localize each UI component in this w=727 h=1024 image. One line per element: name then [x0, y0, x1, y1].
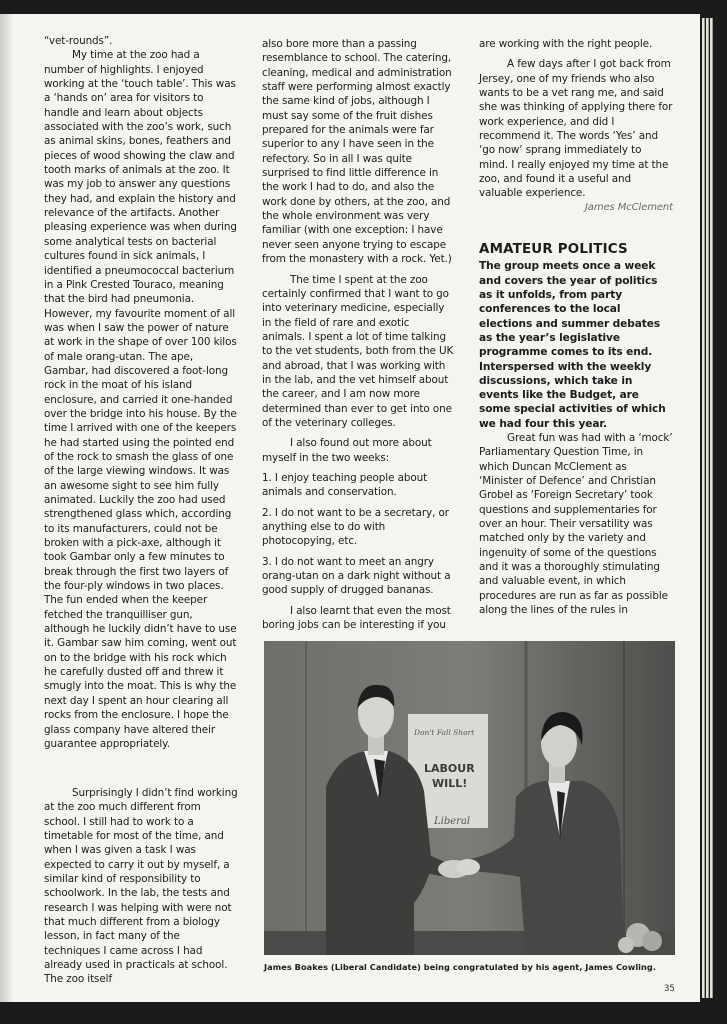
paragraph: A few days after I got back from Jersey, one of my friends who also wants to be a vet rang me, and said she was thinking of applying there for work experience, and did I recommend it. The words ‘Yes’ and ‘go now’ sprang immediately to mind. I really enjoyed my time at the zoo, and found it a useful and valuable experience.	[479, 58, 673, 200]
page-stack-edge	[710, 18, 713, 998]
section-heading: AMATEUR POLITICS	[479, 242, 628, 258]
paragraph: I also found out more about myself in the two weeks:	[262, 437, 432, 464]
paragraph: “vet-rounds”.	[44, 35, 113, 47]
page-stack-edge	[706, 18, 709, 998]
paragraph: Surprisingly I didn’t find working at the zoo much different from school. I still had to work to a timetable for most of the time, and when I was given a task I was expected to carry it out by myself, a similar kind of responsibility to schoolwork. In the lab, the tests and research I was helping with were not that much different from a biology lesson, in fact many of the techniques I came across I had already used in practicals at school. The zoo itself	[44, 787, 238, 986]
author-signature: James McClement	[584, 201, 673, 213]
column-1-upper	[44, 34, 238, 764]
poster-line: Don't Fall Short	[414, 728, 475, 737]
paragraph: are working with the right people.	[479, 38, 653, 50]
article-column-1	[44, 34, 238, 987]
paragraph: also bore more than a passing resemblance to school. The catering, cleaning, medical and administration staff were performing almost exactly the same kind of jobs, although I must say some of the fruit dishes prepared for the animals were far superior to any I have seen in the refectory. So in all I was quite surprised to find little difference in the work I had to do, and also the work done by others, at the zoo, and the whole environment was very familiar (with one exception: I have never seen anyone trying to escape from the monastery with a rock. Yet.)	[262, 38, 452, 266]
list-item: 2. I do not want to be a secretary, or anything else to do with photocopying, etc.	[262, 506, 449, 548]
paragraph: My time at the zoo had a number of highlights. I enjoyed working at the ‘touch table’. This was a ‘hands on’ area for visitors to handle and learn about objects associated with the zoo’s work, such as animal skins, bones, feathers and pieces of wood showing the claw and tooth marks of animals at the zoo. It was my job to answer any questions they had, and explain the history and relevance of the artifacts. Another pleasing experience was when during some analytical tests on bacterial cultures found in sick animals, I identified a pneumococcal bacterium in a Pink Crested Touraco, meaning that the bird had pneumonia. However, my favourite moment of all was when I saw the power of nature at work in the shape of over 100 kilos of male orang-utan. The ape, Gambar, had discovered a foot-long rock in the moat of his island enclosure, and carried it one-handed over the bridge into his house. By the time I arrived with one of the keepers he had started using the pointed end of the rock to smash the glass of one of the large viewing windows. It was an awesome sight to see him fully animated. Luckily the zoo had used strengthened glass which, according to its manufacturers, could not be broken with a pick-axe, although it took Gambar only a few minutes to break through the first two layers of the four-ply windows in two places. The fun ended when the keeper fetched the tranquilliser gun, although he luckily didn’t have to use it. Gambar saw him coming, went out on to the bridge with his rock which he carefully dusted off and threw it smugly into the moat. This is why the next day I spent an hour clearing all rocks from the enclosure. I hope the glass company have altered their guarantee appropriately.	[44, 49, 237, 750]
poster-line: Liberal	[434, 816, 471, 827]
paragraph: Great fun was had with a ‘mock’ Parliamentary Question Time, in which Duncan McClement as ‘Minister of Defence’ and Christian Grobel as ‘Foreign Secretary’ took questions and supplementaries for over an hour. Their versatility was matched only by the variety and ingenuity of some of the questions and it was a thoroughly stimulating and valuable event, in which procedures are run as far as possible along the lines of the rules in	[479, 432, 673, 617]
list-item: 1. I enjoy teaching people about animals and conservation.	[262, 471, 428, 499]
page-number: 35	[664, 984, 675, 994]
page-stack-edge	[702, 18, 705, 998]
article-column-2	[262, 37, 454, 632]
photo-caption: James Boakes (Liberal Candidate) being congratulated by his agent, James Cowling.	[264, 962, 656, 972]
paragraph: I also learnt that even the most boring jobs can be interesting if you	[262, 604, 451, 632]
photograph-handshake	[264, 641, 675, 955]
page-gutter	[0, 14, 14, 1002]
standfirst: The group meets once a week and covers the year of politics as it unfolds, from party conferences to the local elections and summer debates as the year’s legislative programme comes to its end. Interspersed with the weekly discussions, which take in events like the Budget, are some special activities of which we had four this year.	[479, 260, 666, 430]
poster-line: WILL!	[432, 777, 468, 790]
paragraph: The time I spent at the zoo certainly confirmed that I want to go into veterinary medicine, especially in the field of rare and exotic animals. I spent a lot of time talking to the vet students, both from the UK and abroad, that I was working with in the lab, and the vet himself about the career, and I am now more determined than ever to get into one of the veterinary colleges.	[262, 273, 454, 429]
poster-line: LABOUR	[424, 762, 475, 775]
article-column-3	[479, 37, 673, 618]
list-item: 3. I do not want to meet an angry orang-utan on a dark night without a good supply of drugged bananas.	[262, 555, 451, 597]
